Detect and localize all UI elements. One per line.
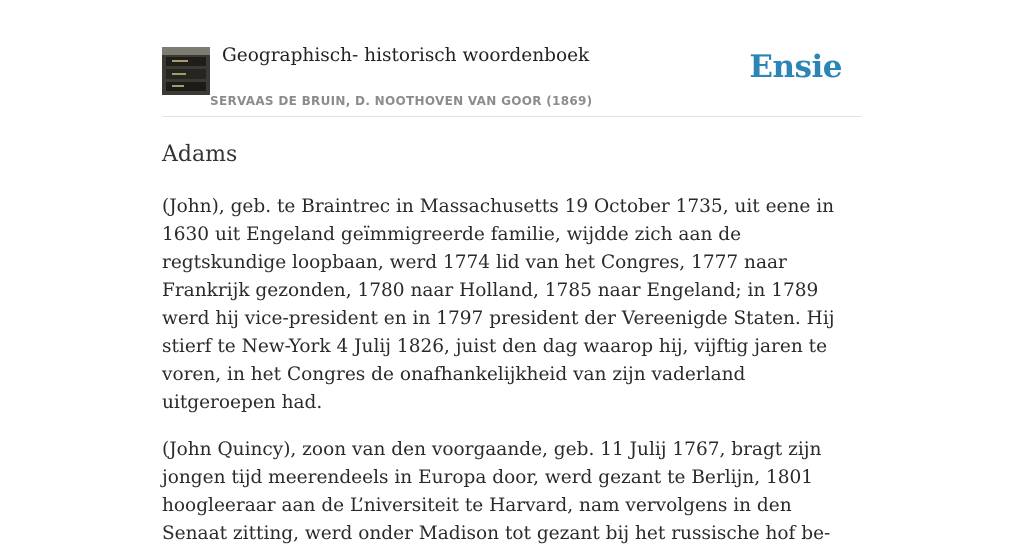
entry-title: Adams — [162, 142, 238, 167]
entry-content — [162, 140, 862, 548]
ensie-logo-link[interactable]: Ensie — [749, 49, 842, 85]
book-title[interactable]: Geographisch- historisch woordenboek — [222, 45, 590, 66]
book-cover-icon — [162, 47, 210, 95]
entry-paragraph: (John), geb. te Braintrec in Massachusetts 19 October 1735, uit eene in 1630 uit Engeland geïmmigreerde familie, wijdde zich aan de regtskundige loopbaan, werd 1774 lid van het Congres, 1777 naar Frankrijk gezonden, 1780 naar Holland, 1785 naar Engeland; in 1789 werd hij vice-president en in 1797 president der Vereenigde Staten. Hij stierf te New-York 4 Julij 1826, juist den dag waarop hij, vijftig jaren te voren, in het Congres de onafhankelijkheid van zijn vaderland uitgeroepen had. — [162, 196, 835, 413]
entry-paragraph: (John Quincy), zoon van den voorgaande, geb. 11 Julij 1767, bragt zijn jongen tijd meerendeels in Europa door, werd gezant te Berlijn, 1801 hoogleeraar aan de L’niversiteit te Harvard, nam vervolgens in den Senaat zitting, werd onder Madison tot gezant bij het russische hof be- — [162, 439, 831, 544]
book-cover-avatar[interactable] — [162, 47, 210, 95]
header — [162, 0, 862, 117]
book-authors: SERVAAS DE BRUIN, D. NOOTHOVEN VAN GOOR (1869) — [210, 94, 593, 108]
